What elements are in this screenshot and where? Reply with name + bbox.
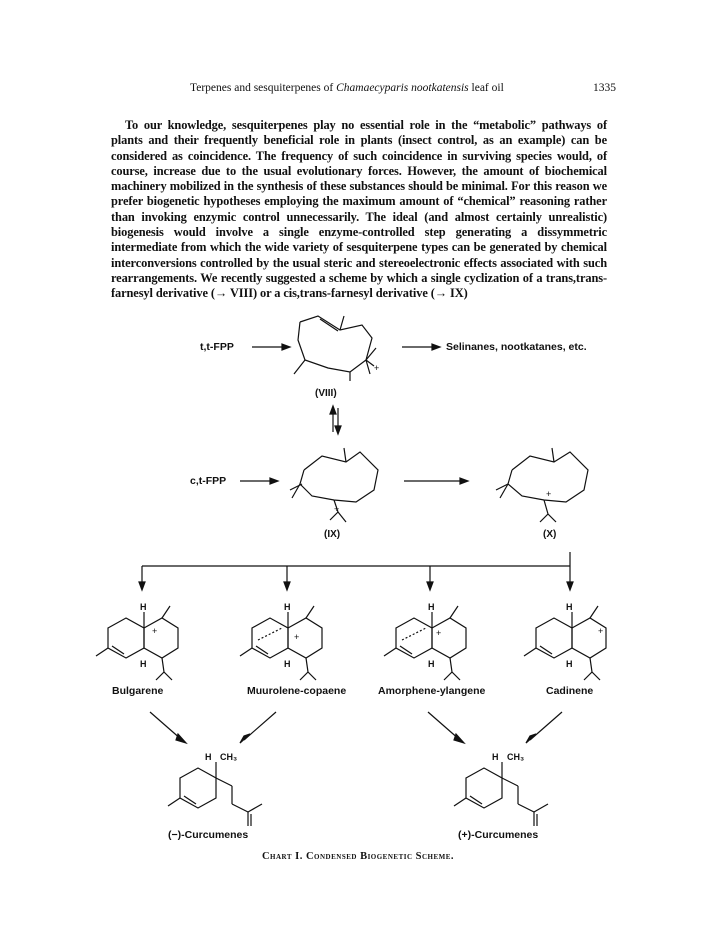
muurolene-h-bottom: H [284,659,291,669]
arrow-viii-to-selinanes [402,344,440,350]
amorphene-plus: + [436,628,442,638]
curcumene-minus-label: (−)-Curcumenes [168,829,249,841]
body-paragraph: To our knowledge, sesquiterpenes play no essential role in the “metabolic” pathways of plants and their frequently beneficial role in plants (insect control, as an example) can be considered as coincidence. The frequency of such coincidence in surviving species would, of course, increase due to the usual evolutionary forces. However, the amount of biochemical machinery mobilized in the synthesis of these substances should be minimal. For this reason we prefer biogenetic hypotheses employing the maximum amount of “chemical” reasoning rather than invoking enzymic control unnecessarily. The ideal (and almost certainly unrealistic) biogenesis would involve a single enzyme-controlled step generating a dissymmetric intermediate from which the wide variety of sesquiterpene types can be generated by chemical interconversions controlled by the usual steric and stereoelectronic effects associated with such rearrangements. We recently suggested a scheme by which a single cyclization of a trans,trans-farnesyl derivative (→ VIII) or a cis,trans-farnesyl derivative (→ IX) [111,118,607,301]
structure-cadinene [524,606,606,680]
viii-plus: + [374,363,380,373]
branch-connector [139,552,573,590]
bulgarene-h-bottom: H [140,659,147,669]
muurolene-plus: + [294,632,300,642]
curcumene-minus-ch3: CH₃ [220,752,238,762]
page-number: 1335 [593,82,616,94]
selinanes-label: Selinanes, nootkatanes, etc. [446,341,587,353]
running-title: Terpenes and sesquiterpenes of Chamaecyparis nootkatensis leaf oil [190,82,504,94]
bulgarene-h-top: H [140,602,147,612]
amorphene-h-top: H [428,602,435,612]
structure-curcumene-minus [168,762,262,826]
ix-label: (IX) [324,529,341,540]
arrow-tt-to-viii [252,344,290,350]
arrow-ix-to-x [404,478,468,484]
bulgarene-plus: + [152,626,158,636]
muurolene-label: Muurolene-copaene [247,685,347,697]
chart-caption: Chart I. Condensed Biogenetic Scheme. [261,851,455,862]
structure-viii [294,316,376,381]
bulgarene-label: Bulgarene [112,685,164,697]
structure-x [496,448,588,522]
structure-bulgarene [96,606,178,680]
curcumene-plus-label: (+)-Curcumenes [458,829,539,841]
amorphene-h-bottom: H [428,659,435,669]
x-plus: + [546,489,552,499]
cadinene-h-bottom: H [566,659,573,669]
structure-amorphene [384,606,466,680]
tt-fpp-label: t,t-FPP [200,341,234,353]
viii-label: (VIII) [315,388,337,399]
arrows-to-curcumenes [150,712,562,743]
arrow-ct-to-ix [240,478,278,484]
curcumene-plus-h: H [492,752,499,762]
structure-muurolene [240,606,322,680]
x-label: (X) [543,529,557,540]
equilibrium-arrows [330,406,341,434]
amorphene-label: Amorphene-ylangene [378,685,486,697]
curcumene-plus-ch3: CH₃ [507,752,525,762]
cadinene-plus: + [598,626,604,636]
running-title-species: Chamaecyparis nootkatensis [336,82,469,94]
cadinene-label: Cadinene [546,685,594,697]
muurolene-h-top: H [284,602,291,612]
cadinene-h-top: H [566,602,573,612]
ct-fpp-label: c,t-FPP [190,475,227,487]
curcumene-minus-h: H [205,752,212,762]
ix-plus: + [334,504,340,514]
structure-curcumene-plus [454,762,548,826]
